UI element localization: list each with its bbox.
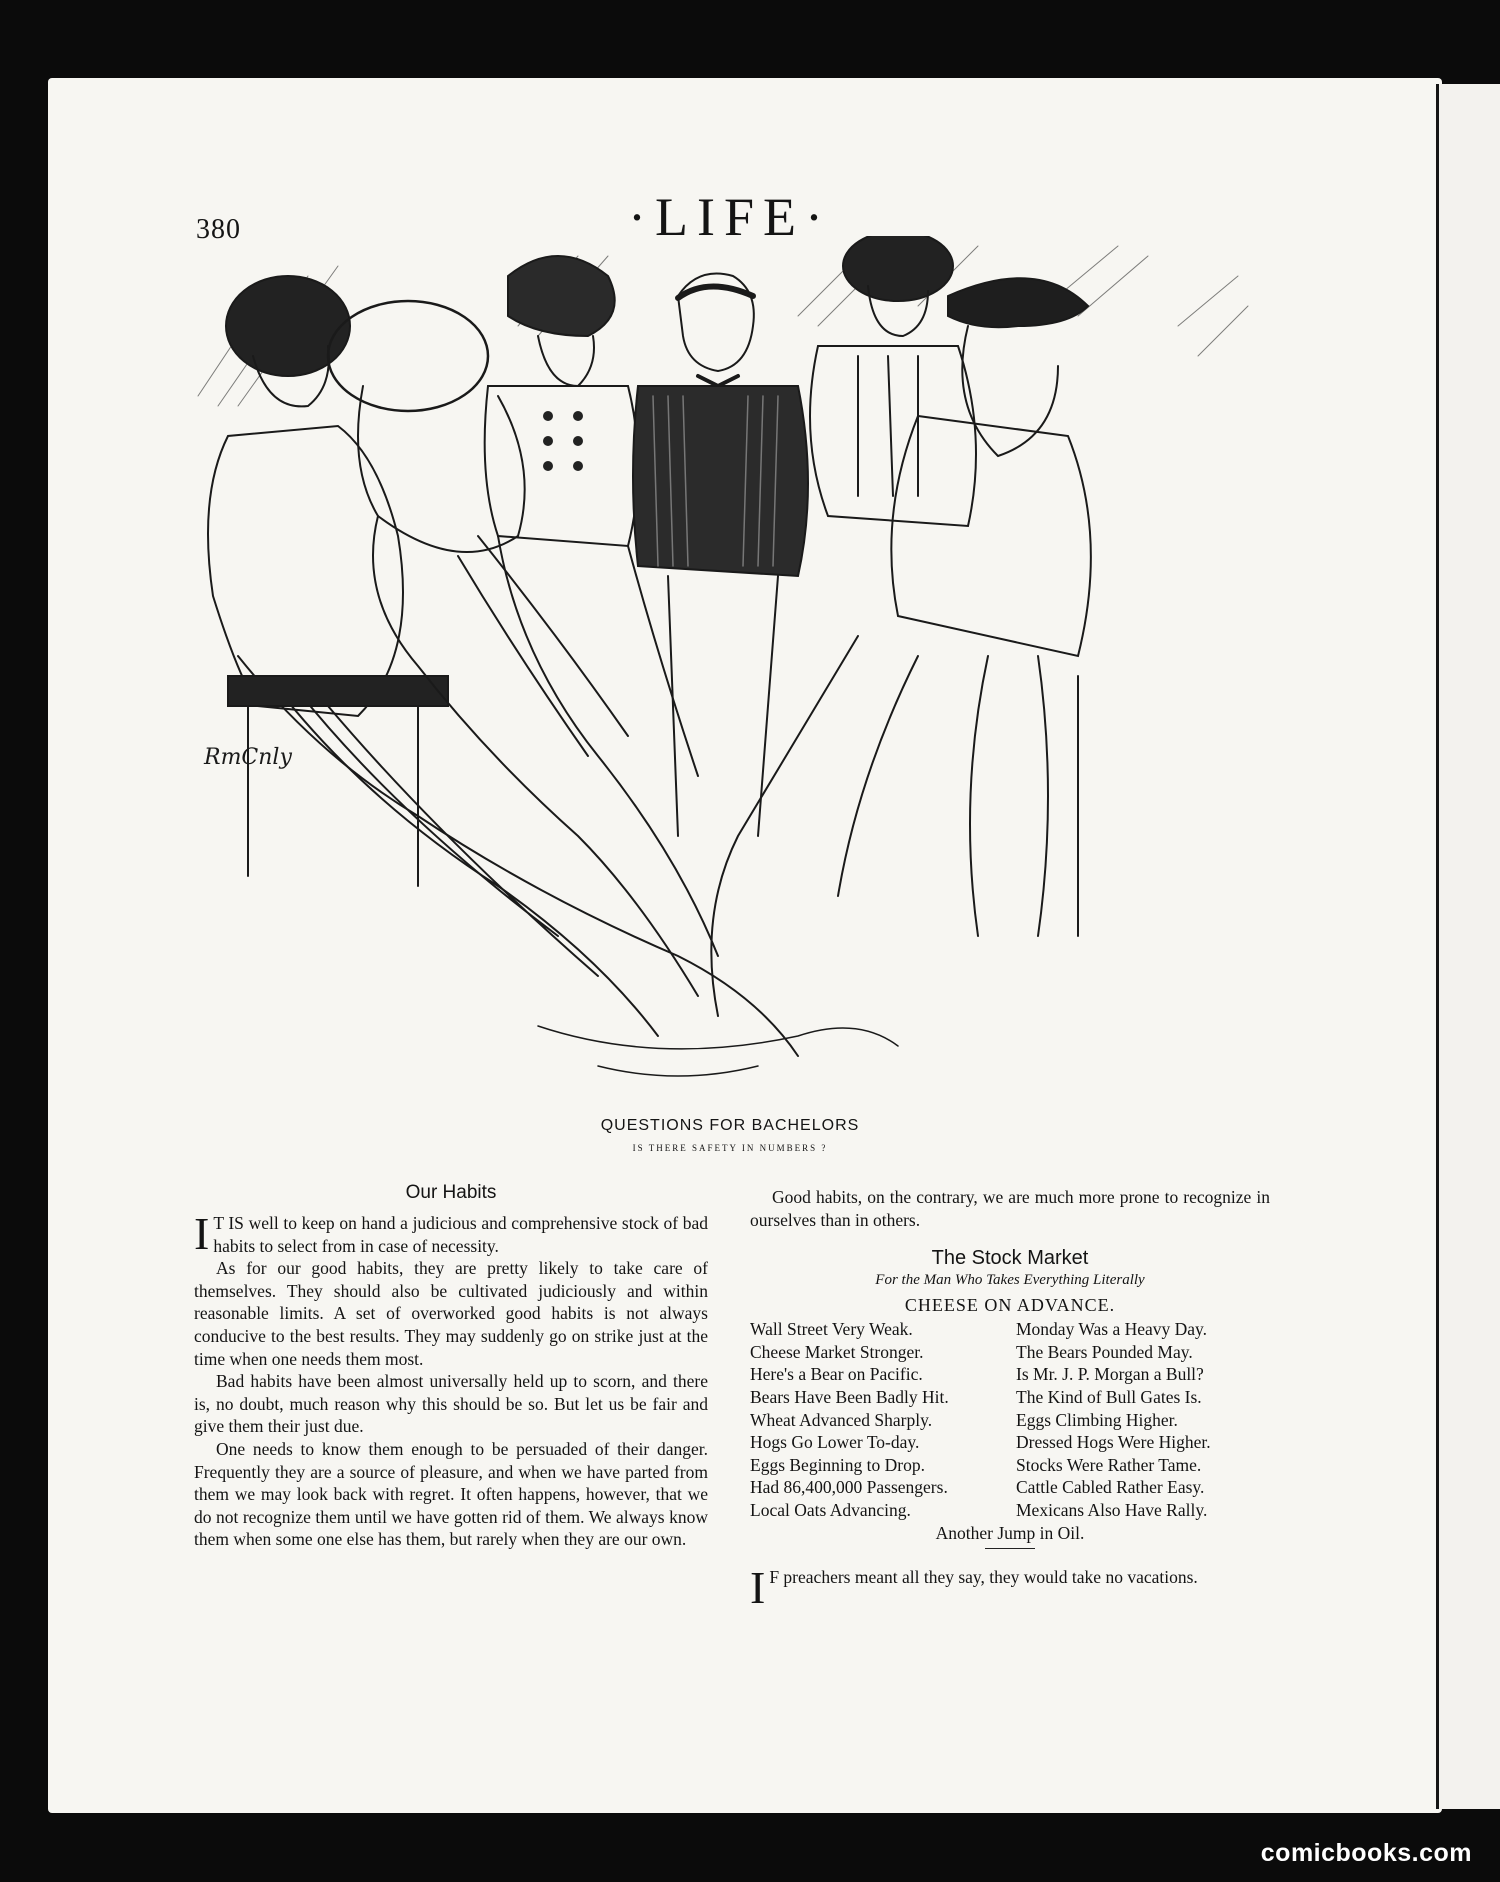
article-continuation: Good habits, on the contrary, we are much more prone to recognize in ourselves than in others. xyxy=(750,1187,1270,1230)
headlines-grid xyxy=(750,1318,1270,1521)
headline-left: Here's a Bear on Pacific. xyxy=(750,1364,923,1385)
headline-right: Dressed Hogs Were Higher. xyxy=(1016,1432,1211,1453)
headline-left: Cheese Market Stronger. xyxy=(750,1341,924,1362)
headline-right: Is Mr. J. P. Morgan a Bull? xyxy=(1016,1364,1204,1385)
column-left xyxy=(194,1182,708,1551)
article-title: Our Habits xyxy=(405,1182,497,1203)
headline-right: The Kind of Bull Gates Is. xyxy=(1016,1386,1202,1407)
caption-title: QUESTIONS FOR BACHELORS xyxy=(600,1117,860,1134)
headline-left: Wall Street Very Weak. xyxy=(750,1319,913,1340)
quip-text: F preachers meant all they say, they would take no vacations. xyxy=(769,1567,1198,1588)
stock-market-heading: CHEESE ON ADVANCE. xyxy=(904,1295,1116,1316)
article-paragraph: Bad habits have been almost universally held up to scorn, and there is, no doubt, much reason why this should be so. But let us be fair and give them their just due. xyxy=(194,1371,708,1437)
column-right xyxy=(750,1186,1270,1614)
stock-market-closing: Another Jump in Oil. xyxy=(935,1522,1085,1543)
headline-left: Eggs Beginning to Drop. xyxy=(750,1454,925,1475)
article-paragraph: As for our good habits, they are pretty likely to take care of themselves. They should also be cultivated judiciously and within reasonable limits. A set of overworked good habits is not always conducive to the best results. They may suddenly go on strike just at the time when one needs them most. xyxy=(194,1258,708,1369)
stock-market-title: The Stock Market xyxy=(931,1247,1089,1270)
artist-signature: RmCnly xyxy=(204,745,292,770)
caption-subtitle: IS THERE SAFETY IN NUMBERS ? xyxy=(632,1143,828,1153)
headline-left: Hogs Go Lower To-day. xyxy=(750,1432,920,1453)
illustration xyxy=(158,236,1308,1096)
headline-right: Eggs Climbing Higher. xyxy=(1016,1409,1178,1430)
figure-man xyxy=(633,274,808,837)
headline-left: Wheat Advanced Sharply. xyxy=(750,1409,933,1430)
facing-page-edge xyxy=(1436,84,1500,1809)
dropcap: I xyxy=(194,1208,210,1259)
divider xyxy=(985,1548,1035,1549)
stock-market-subtitle: For the Man Who Takes Everything Literally xyxy=(875,1272,1145,1289)
watermark: comicbooks.com xyxy=(1260,1839,1472,1867)
figure-woman-center xyxy=(485,256,718,956)
page-number: 380 xyxy=(196,214,241,245)
article-paragraph xyxy=(194,1208,708,1259)
headline-right: Monday Was a Heavy Day. xyxy=(1016,1319,1208,1340)
headline-right: Cattle Cabled Rather Easy. xyxy=(1016,1477,1205,1498)
quip xyxy=(750,1562,1270,1614)
article-paragraph: One needs to know them enough to be persuaded of their danger. Frequently they are a source of pleasure, and when we have parted from them we may look back with regret. It often happens, however, that we do not recognize them until we have gotten rid of them. We always know them when some one else has them, but rarely when they are our own. xyxy=(194,1438,708,1550)
masthead: ·LIFE· xyxy=(628,187,832,247)
headline-left: Local Oats Advancing. xyxy=(750,1499,911,1520)
headline-right: Mexicans Also Have Rally. xyxy=(1016,1499,1208,1520)
paragraph-text: T IS well to keep on hand a judicious and comprehensive stock of bad habits to select from in case of necessity. xyxy=(213,1213,708,1256)
headline-right: The Bears Pounded May. xyxy=(1016,1341,1193,1362)
dropcap: I xyxy=(750,1562,766,1614)
headline-left: Had 86,400,000 Passengers. xyxy=(750,1477,948,1498)
headline-left: Bears Have Been Badly Hit. xyxy=(750,1386,949,1407)
headline-right: Stocks Were Rather Tame. xyxy=(1016,1454,1202,1475)
